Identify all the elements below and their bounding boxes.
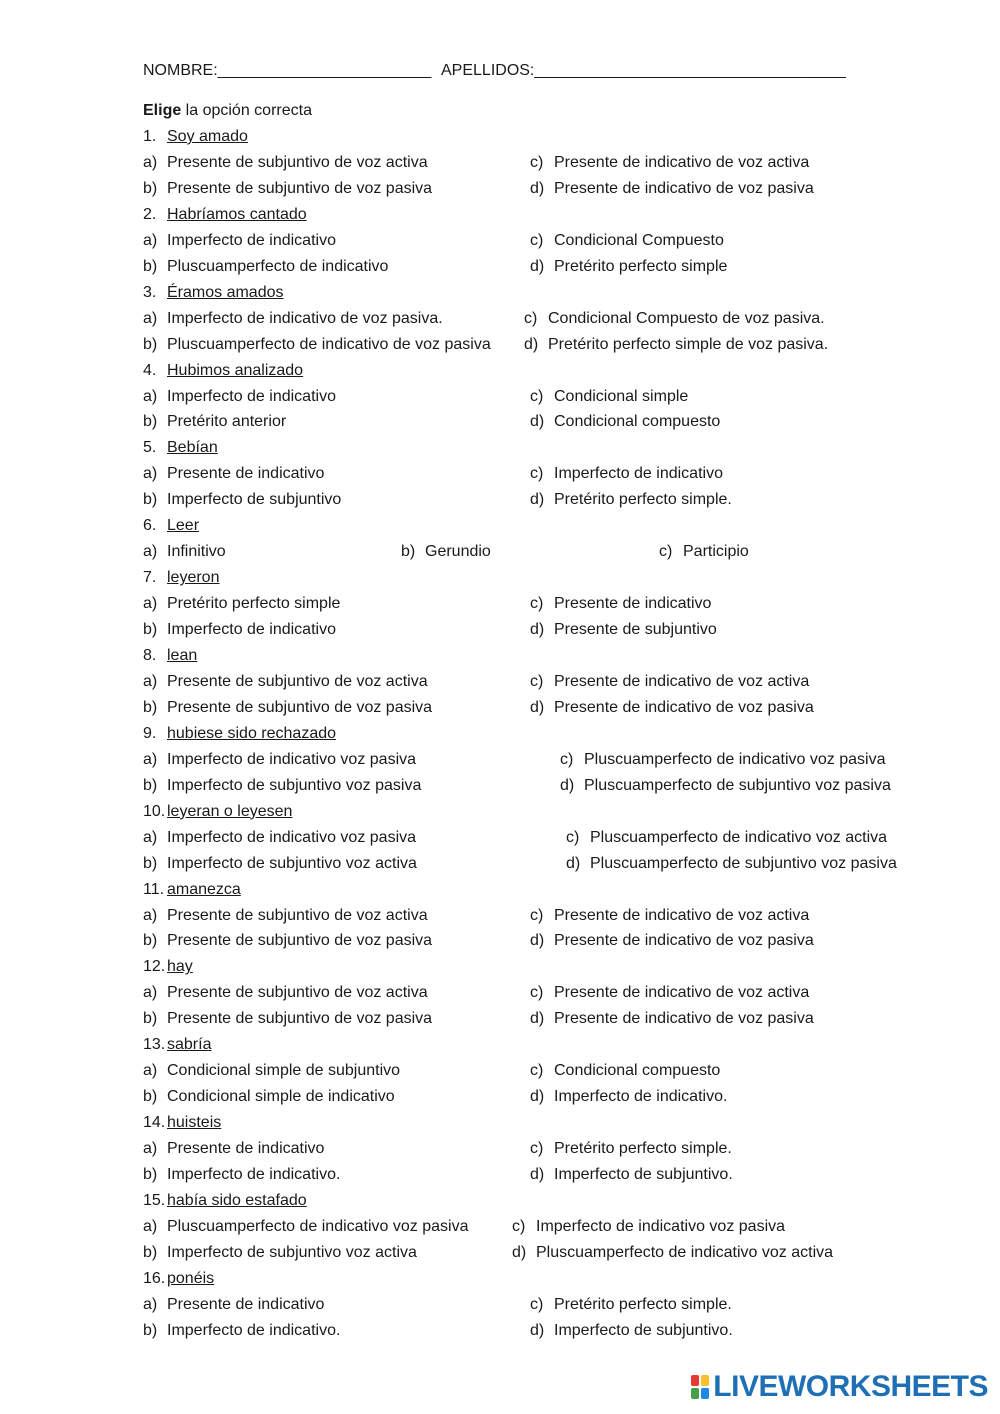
option-letter: c) [524, 309, 538, 327]
option-letter: d) [530, 1088, 545, 1106]
instruction-text: la opción correcta [181, 102, 312, 119]
option-text: Presente de indicativo de voz pasiva [554, 1010, 814, 1028]
options-row [0, 1318, 1000, 1344]
option-text: Imperfecto de subjuntivo voz activa [167, 854, 417, 872]
option-text: Presente de indicativo de voz pasiva [554, 932, 814, 950]
option-text: Imperfecto de subjuntivo voz pasiva [167, 776, 422, 794]
option-text: Presente de subjuntivo de voz pasiva [167, 179, 433, 197]
options-row [0, 617, 1000, 643]
answer-option[interactable] [143, 409, 286, 435]
option-text: Presente de indicativo [167, 1140, 325, 1158]
question-number: 15. [143, 1191, 166, 1209]
option-text: Imperfecto de indicativo. [554, 1088, 728, 1106]
question-word: Hubimos analizado [167, 361, 304, 379]
option-letter: c) [530, 1295, 544, 1313]
answer-option[interactable] [143, 1006, 432, 1032]
option-text: Pretérito anterior [167, 413, 287, 431]
answer-option[interactable] [530, 487, 732, 513]
question-word: ponéis [167, 1269, 215, 1287]
option-letter: c) [566, 828, 580, 846]
option-text: Pluscuamperfecto de indicativo voz pasiva [167, 1217, 469, 1235]
question-word: había sido estafado [167, 1191, 307, 1209]
question-row [0, 954, 1000, 980]
option-letter: a) [143, 595, 158, 613]
question-number: 3. [143, 283, 157, 301]
option-text: Presente de subjuntivo [554, 621, 717, 639]
answer-option[interactable] [143, 228, 336, 254]
option-text: Imperfecto de indicativo [167, 231, 336, 249]
answer-option[interactable] [512, 1240, 833, 1266]
options-row [0, 1136, 1000, 1162]
answer-option[interactable] [566, 851, 897, 877]
option-text: Imperfecto de indicativo [167, 621, 336, 639]
question-number: 5. [143, 439, 157, 457]
option-letter: b) [143, 335, 158, 353]
option-text: Participio [683, 543, 749, 561]
instruction [0, 98, 1000, 124]
answer-option[interactable] [143, 825, 416, 851]
option-letter: c) [530, 595, 544, 613]
options-row [0, 1084, 1000, 1110]
option-text: Presente de indicativo de voz activa [554, 984, 810, 1002]
question-word: lean [167, 647, 198, 664]
question-row [0, 643, 1000, 669]
option-text: Pluscuamperfecto de indicativo voz pasiva [584, 750, 886, 768]
apellidos-label[interactable]: APELLIDOS:___________________________________ [441, 62, 846, 79]
question-word: Leer [167, 517, 200, 535]
answer-option[interactable] [143, 461, 324, 487]
answer-option[interactable] [401, 539, 491, 565]
question-number: 4. [143, 361, 157, 379]
option-letter: d) [530, 413, 545, 431]
options-row [0, 1058, 1000, 1084]
name-line [0, 58, 1000, 84]
answer-option[interactable] [530, 1084, 727, 1110]
option-letter: a) [143, 906, 158, 924]
answer-option[interactable] [143, 980, 428, 1006]
option-text: Imperfecto de indicativo. [167, 1166, 341, 1183]
option-text: Presente de indicativo de voz activa [554, 672, 810, 690]
option-text: Presente de subjuntivo de voz pasiva [167, 698, 433, 716]
option-letter: a) [143, 984, 158, 1002]
option-letter: d) [530, 1321, 545, 1339]
option-text: Imperfecto de indicativo voz pasiva [167, 828, 417, 846]
option-letter: d) [530, 491, 545, 509]
option-text: Imperfecto de subjuntivo voz activa [167, 1243, 417, 1261]
option-text: Presente de subjuntivo de voz activa [167, 906, 428, 924]
question-number: 14. [143, 1114, 166, 1132]
option-letter: d) [512, 1243, 527, 1261]
option-letter: c) [530, 153, 544, 171]
option-letter: b) [143, 932, 158, 950]
option-letter: a) [143, 672, 158, 690]
question-row [0, 721, 1000, 747]
option-text: Condicional Compuesto de voz pasiva. [548, 309, 825, 327]
answer-option[interactable] [566, 825, 887, 851]
option-text: Presente de subjuntivo de voz pasiva [167, 932, 433, 950]
option-letter: d) [530, 621, 545, 639]
options-row [0, 1214, 1000, 1240]
question-word: Habríamos cantado [167, 205, 307, 223]
question-row [0, 202, 1000, 228]
answer-option[interactable] [524, 332, 828, 358]
answer-option[interactable] [560, 773, 891, 799]
answer-option[interactable] [512, 1214, 785, 1240]
option-letter: b) [143, 1166, 158, 1183]
option-letter: a) [143, 1062, 158, 1080]
option-text: Presente de subjuntivo de voz activa [167, 153, 428, 171]
options-row [0, 409, 1000, 435]
question-row [0, 280, 1000, 306]
option-letter: c) [530, 465, 544, 483]
option-letter: d) [530, 698, 545, 716]
answer-option[interactable] [530, 1162, 733, 1188]
option-text: Infinitivo [167, 543, 226, 561]
option-letter: a) [143, 153, 158, 171]
answer-option[interactable] [530, 176, 814, 202]
answer-option[interactable] [143, 176, 432, 202]
answer-option[interactable] [530, 617, 717, 643]
option-text: Pluscuamperfecto de indicativo [167, 257, 389, 275]
nombre-label[interactable]: NOMBRE:________________________ [143, 62, 432, 79]
option-letter: a) [143, 1140, 158, 1158]
answer-option[interactable] [530, 695, 814, 721]
option-letter: b) [143, 257, 158, 275]
options-row [0, 591, 1000, 617]
option-text: Pretérito perfecto simple. [554, 1140, 732, 1158]
option-text: Presente de indicativo [167, 465, 325, 483]
option-text: Pretérito perfecto simple. [554, 1295, 732, 1313]
options-row [0, 695, 1000, 721]
answer-option[interactable] [143, 1240, 417, 1266]
option-letter: b) [143, 854, 158, 872]
option-letter: d) [530, 257, 545, 275]
options-row [0, 773, 1000, 799]
answer-option[interactable] [143, 1318, 340, 1344]
answer-option[interactable] [143, 384, 336, 410]
option-text: Pluscuamperfecto de indicativo de voz pasiva [167, 335, 491, 353]
options-row [0, 980, 1000, 1006]
options-row [0, 254, 1000, 280]
question-row [0, 1266, 1000, 1292]
option-letter: a) [143, 828, 158, 846]
option-text: Pluscuamperfecto de subjuntivo voz pasiva [584, 776, 891, 794]
answer-option[interactable] [143, 332, 491, 358]
option-text: Imperfecto de subjuntivo. [554, 1321, 733, 1339]
options-row [0, 539, 1000, 565]
question-row [0, 799, 1000, 825]
option-letter: c) [530, 1140, 544, 1158]
options-row [0, 669, 1000, 695]
question-word: huisteis [167, 1114, 222, 1132]
option-text: Presente de subjuntivo de voz activa [167, 984, 428, 1002]
question-number: 8. [143, 647, 157, 664]
answer-option[interactable] [143, 747, 416, 773]
options-row [0, 1240, 1000, 1266]
option-text: Pluscuamperfecto de indicativo voz activa [536, 1243, 834, 1261]
question-word: leyeron [167, 569, 220, 587]
answer-option[interactable] [530, 409, 720, 435]
option-text: Condicional simple de indicativo [167, 1088, 395, 1106]
answer-option[interactable] [530, 980, 809, 1006]
option-letter: b) [143, 1243, 158, 1261]
option-letter: d) [560, 776, 575, 794]
option-text: Presente de indicativo de voz activa [554, 153, 810, 171]
options-row [0, 851, 1000, 877]
question-row [0, 1032, 1000, 1058]
answer-option[interactable] [143, 254, 388, 280]
option-letter: c) [659, 543, 673, 561]
option-text: Presente de indicativo [554, 595, 712, 613]
option-text: Imperfecto de indicativo. [167, 1321, 341, 1339]
question-word: Bebían [167, 439, 218, 457]
answer-option[interactable] [530, 1058, 720, 1084]
option-letter: c) [530, 672, 544, 690]
option-letter: b) [143, 413, 158, 431]
option-letter: d) [524, 335, 539, 353]
option-text: Presente de indicativo de voz activa [554, 906, 810, 924]
option-text: Condicional compuesto [554, 1062, 721, 1080]
option-letter: a) [143, 387, 158, 405]
answer-option[interactable] [530, 1136, 732, 1162]
options-row [0, 487, 1000, 513]
question-number: 9. [143, 724, 157, 742]
options-row [0, 306, 1000, 332]
answer-option[interactable] [530, 461, 723, 487]
answer-option[interactable] [143, 1214, 469, 1240]
question-row [0, 358, 1000, 384]
answer-option[interactable] [143, 487, 341, 513]
question-row [0, 1188, 1000, 1214]
option-letter: d) [530, 1010, 545, 1028]
answer-option[interactable] [530, 591, 711, 617]
question-number: 6. [143, 517, 157, 535]
option-letter: a) [143, 1217, 158, 1235]
options-row [0, 461, 1000, 487]
option-text: Imperfecto de indicativo de voz pasiva. [167, 309, 443, 327]
options-row [0, 903, 1000, 929]
question-number: 7. [143, 569, 157, 587]
option-letter: a) [143, 231, 158, 249]
option-letter: c) [530, 984, 544, 1002]
option-letter: c) [530, 231, 544, 249]
question-word: leyeran o leyesen [167, 802, 293, 820]
option-letter: b) [143, 621, 158, 639]
option-text: Presente de subjuntivo de voz pasiva [167, 1010, 433, 1028]
question-number: 16. [143, 1269, 166, 1287]
option-text: Imperfecto de subjuntivo. [554, 1166, 733, 1183]
option-letter: a) [143, 1295, 158, 1313]
option-letter: b) [143, 698, 158, 716]
option-text: Presente de indicativo de voz pasiva [554, 698, 814, 716]
option-letter: b) [143, 1088, 158, 1106]
option-text: Presente de indicativo de voz pasiva [554, 179, 814, 197]
option-letter: a) [143, 543, 158, 561]
logo-icon [690, 1374, 710, 1400]
answer-option[interactable] [530, 254, 727, 280]
instruction-bold: Elige [143, 102, 182, 119]
options-row [0, 928, 1000, 954]
question-number: 10. [143, 802, 166, 820]
question-row [0, 1110, 1000, 1136]
option-text: Condicional Compuesto [554, 231, 724, 249]
option-letter: d) [530, 1166, 545, 1183]
answer-option[interactable] [143, 851, 417, 877]
options-row [0, 747, 1000, 773]
options-row [0, 384, 1000, 410]
options-row [0, 332, 1000, 358]
option-letter: b) [143, 491, 158, 509]
answer-option[interactable] [143, 1162, 340, 1188]
option-text: Imperfecto de indicativo voz pasiva [167, 750, 417, 768]
answer-option[interactable] [659, 539, 749, 565]
answer-option[interactable] [143, 306, 443, 332]
question-row [0, 124, 1000, 150]
option-letter: a) [143, 465, 158, 483]
answer-option[interactable] [530, 1318, 733, 1344]
option-letter: c) [530, 906, 544, 924]
option-text: Pluscuamperfecto de indicativo voz activa [590, 828, 888, 846]
option-letter: b) [143, 776, 158, 794]
option-text: Pretérito perfecto simple. [554, 491, 732, 509]
answer-option[interactable] [524, 306, 825, 332]
option-text: Pluscuamperfecto de subjuntivo voz pasiva [590, 854, 897, 872]
options-row [0, 1292, 1000, 1318]
answer-option[interactable] [530, 228, 724, 254]
answer-option[interactable] [143, 928, 432, 954]
option-text: Presente de subjuntivo de voz activa [167, 672, 428, 690]
question-row [0, 877, 1000, 903]
question-number: 13. [143, 1036, 166, 1054]
option-text: Condicional simple [554, 387, 689, 405]
answer-option[interactable] [143, 591, 340, 617]
question-number: 1. [143, 128, 157, 145]
option-text: Pretérito perfecto simple de voz pasiva. [548, 335, 829, 353]
option-text: Presente de indicativo [167, 1295, 325, 1313]
question-word: Soy amado [167, 128, 248, 145]
answer-option[interactable] [143, 669, 428, 695]
answer-option[interactable] [143, 1136, 324, 1162]
option-text: Imperfecto de indicativo [554, 465, 723, 483]
option-text: Gerundio [425, 543, 491, 561]
option-letter: d) [566, 854, 581, 872]
options-row [0, 228, 1000, 254]
answer-option[interactable] [143, 695, 432, 721]
answer-option[interactable] [530, 150, 809, 176]
option-text: Condicional compuesto [554, 413, 721, 431]
answer-option[interactable] [143, 1058, 400, 1084]
answer-option[interactable] [143, 150, 428, 176]
question-number: 11. [143, 880, 165, 898]
question-row [0, 513, 1000, 539]
answer-option[interactable] [530, 903, 809, 929]
options-row [0, 825, 1000, 851]
option-letter: a) [143, 309, 158, 327]
question-word: sabría [167, 1036, 212, 1054]
options-row [0, 150, 1000, 176]
question-row [0, 435, 1000, 461]
option-letter: c) [512, 1217, 526, 1235]
logo-text: LIVEWORKSHEETS [713, 1370, 988, 1403]
option-letter: d) [530, 932, 545, 950]
question-word: Éramos amados [167, 283, 284, 301]
answer-option[interactable] [143, 903, 428, 929]
question-row [0, 565, 1000, 591]
answer-option[interactable] [530, 928, 814, 954]
options-row [0, 1006, 1000, 1032]
answer-option[interactable] [143, 539, 226, 565]
option-text: Imperfecto de indicativo voz pasiva [536, 1217, 786, 1235]
answer-option[interactable] [143, 617, 336, 643]
answer-option[interactable] [530, 1292, 732, 1318]
liveworksheets-logo [690, 1370, 988, 1404]
option-letter: c) [560, 750, 574, 768]
question-number: 12. [143, 958, 166, 976]
option-letter: d) [530, 179, 545, 197]
question-number: 2. [143, 205, 157, 223]
option-letter: b) [401, 543, 416, 561]
option-text: Imperfecto de subjuntivo [167, 491, 342, 509]
option-letter: a) [143, 750, 158, 768]
option-letter: b) [143, 1321, 158, 1339]
option-text: Pretérito perfecto simple [167, 595, 341, 613]
question-word: hay [167, 958, 193, 976]
options-row [0, 176, 1000, 202]
question-word: amanezca [167, 880, 241, 898]
option-text: Imperfecto de indicativo [167, 387, 336, 405]
option-text: Pretérito perfecto simple [554, 257, 728, 275]
option-letter: b) [143, 179, 158, 197]
question-word: hubiese sido rechazado [167, 724, 337, 742]
option-letter: c) [530, 387, 544, 405]
option-letter: b) [143, 1010, 158, 1028]
answer-option[interactable] [530, 1006, 814, 1032]
answer-option[interactable] [560, 747, 886, 773]
answer-option[interactable] [530, 669, 809, 695]
options-row [0, 1162, 1000, 1188]
answer-option[interactable] [143, 773, 421, 799]
option-text: Condicional simple de subjuntivo [167, 1062, 401, 1080]
answer-option[interactable] [143, 1292, 324, 1318]
option-letter: c) [530, 1062, 544, 1080]
answer-option[interactable] [530, 384, 688, 410]
answer-option[interactable] [143, 1084, 395, 1110]
